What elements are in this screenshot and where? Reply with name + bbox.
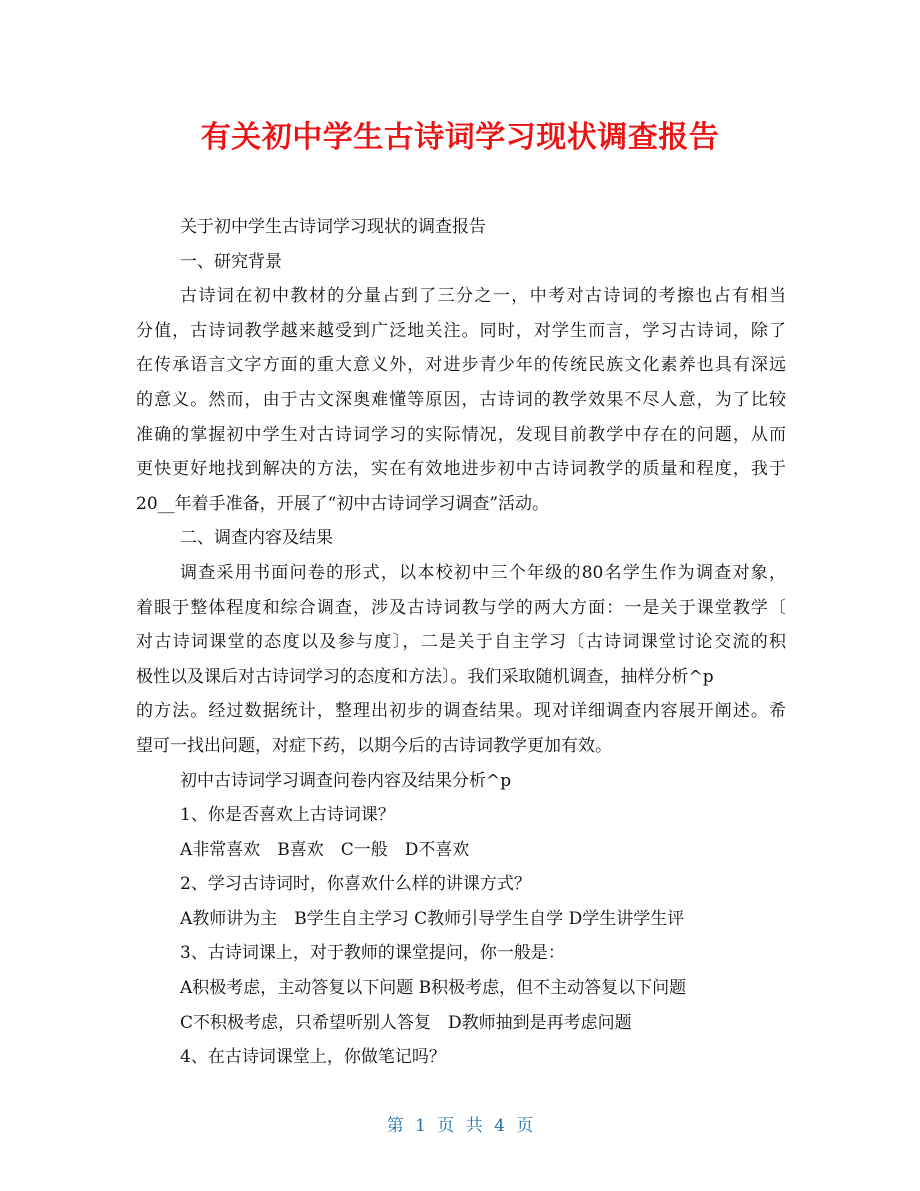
section-heading-survey: 二、调查内容及结果 (180, 528, 333, 549)
question-1-options: A非常喜欢 B喜欢 C一般 D不喜欢 (180, 839, 470, 860)
paragraph-line: 的意义。然而，由于古文深奥难懂等原因，古诗词的教学效果不尽人意，为了比较 (136, 389, 786, 410)
paragraph-line: 更快更好地找到解决的方法，实在有效地进步初中古诗词教学的质量和程度，我于 (136, 459, 786, 480)
paragraph-line: 古诗词在初中教材的分量占到了三分之一，中考对古诗词的考擦也占有相当 (180, 286, 786, 307)
paragraph-line: 分值，古诗词教学越来越受到广泛地关注。同时，对学生而言，学习古诗词，除了 (136, 320, 786, 341)
paragraph-line: 准确的掌握初中学生对古诗词学习的实际情况，发现目前教学中存在的问题，从而 (136, 424, 786, 445)
paragraph-line: 调查采用书面问卷的形式，以本校初中三个年级的80名学生作为调查对象， (180, 562, 786, 583)
page-number-footer: 第 1 页 共 4 页 (386, 1116, 534, 1136)
paragraph-line: 20__年着手准备，开展了“初中古诗词学习调查”活动。 (136, 493, 550, 514)
question-2-options: A教师讲为主 B学生自主学习 C教师引导学生自学 D学生讲学生评 (180, 908, 685, 929)
question-2: 2、学习古诗词时，你喜欢什么样的讲课方式？ (180, 874, 531, 895)
paragraph-line: 的方法。经过数据统计，整理出初步的调查结果。现对详细调查内容展开阐述。希 (136, 701, 786, 722)
question-3: 3、古诗词课上，对于教师的课堂提问，你一般是： (180, 943, 565, 964)
document-body (136, 210, 786, 1075)
question-3-options-line-2: C不积极考虑，只希望听别人答复 D教师抽到是再考虑问题 (180, 1012, 632, 1033)
paragraph-line: 望可一找出问题，对症下药，以期今后的古诗词教学更加有效。 (136, 735, 612, 756)
question-4: 4、在古诗词课堂上，你做笔记吗？ (180, 1047, 446, 1068)
survey-heading: 初中古诗词学习调查问卷内容及结果分析^p (180, 770, 512, 791)
paragraph-line: 极性以及课后对古诗词学习的态度和方法〕。我们采取随机调查，抽样分析^p (136, 666, 714, 687)
section-heading-background: 一、研究背景 (180, 251, 282, 272)
document-title: 有关初中学生古诗词学习现状调查报告 (200, 120, 720, 155)
subtitle: 关于初中学生古诗词学习现状的调查报告 (180, 217, 486, 237)
paragraph-line: 着眼于整体程度和综合调查，涉及古诗词教与学的两大方面：一是关于课堂教学〔 (136, 597, 786, 618)
question-1: 1、你是否喜欢上古诗词课？ (180, 805, 395, 826)
question-3-options-line-1: A积极考虑，主动答复以下问题 B积极考虑，但不主动答复以下问题 (180, 978, 687, 999)
paragraph-line: 对古诗词课堂的态度以及参与度〕，二是关于自主学习〔古诗词课堂讨论交流的积 (136, 632, 786, 653)
paragraph-line: 在传承语言文字方面的重大意义外，对进步青少年的传统民族文化素养也具有深远 (136, 355, 786, 376)
